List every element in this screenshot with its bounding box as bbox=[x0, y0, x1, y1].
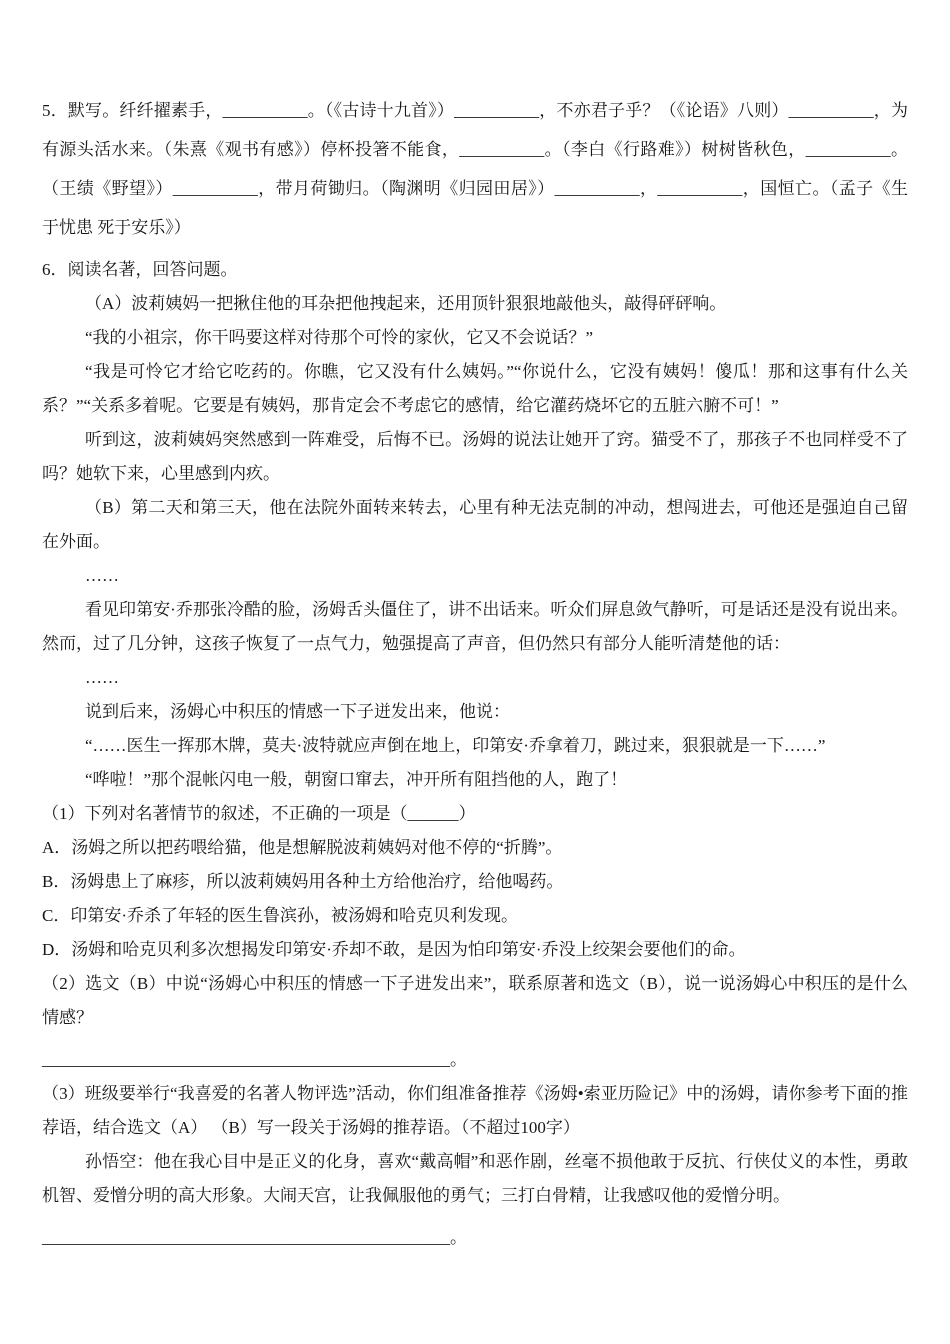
passage-paragraph: “我的小祖宗，你干吗要这样对待那个可怜的家伙，它又不会说话？” bbox=[85, 328, 594, 347]
sub-question-2: （2）选文（B）中说“汤姆心中积压的情感一下子进发出来”，联系原著和选文（B），说一说汤姆心中积压的是什么情感？ bbox=[42, 974, 908, 1027]
answer-blank-line: ________________________________________________。 bbox=[42, 1050, 467, 1069]
recommendation-example: 孙悟空：他在我心目中是正义的化身，喜欢“戴高帽”和恶作剧，丝毫不损他敢于反抗、行侠仗义的本性，勇敢机智、爱憎分明的高大形象。大闹天宫，让我佩服他的勇气；三打白骨精，让我感叹他的爱憎分明。 bbox=[42, 1152, 908, 1205]
sub-question-1: （1）下列对名著情节的叙述，不正确的一项是（______） bbox=[42, 804, 476, 823]
question-6-title: 6．阅读名著，回答问题。 bbox=[42, 260, 238, 279]
ellipsis-line: …… bbox=[85, 566, 119, 585]
passage-paragraph: 听到这，波莉姨妈突然感到一阵难受，后悔不已。汤姆的说法让她开了窍。猫受不了，那孩子不也同样受不了吗？她软下来，心里感到内疚。 bbox=[42, 430, 908, 483]
option-a: A．汤姆之所以把药喂给猫，他是想解脱波莉姨妈对他不停的“折腾”。 bbox=[42, 838, 563, 857]
passage-paragraph: 看见印第安·乔那张冷酷的脸，汤姆舌头僵住了，讲不出话来。听众们屏息敛气静听，可是话还是没有说出来。然而，过了几分钟，这孩子恢复了一点气力，勉强提高了声音，但仍然只有部分人能听清楚他的话： bbox=[42, 600, 908, 653]
answer-blank-line: ________________________________________________。 bbox=[42, 1228, 467, 1247]
passage-paragraph-b: （B）第二天和第三天，他在法院外面转来转去，心里有种无法克制的冲动，想闯进去，可他还是强迫自己留在外面。 bbox=[42, 498, 908, 551]
passage-paragraph: “哗啦！”那个混帐闪电一般，朝窗口窜去，冲开所有阻挡他的人，跑了！ bbox=[85, 770, 628, 789]
passage-paragraph-a: （A）波莉姨妈一把揪住他的耳杂把他拽起来，还用顶针狠狠地敲他头，敲得砰砰响。 bbox=[85, 294, 727, 313]
option-b: B．汤姆患上了麻疹，所以波莉姨妈用各种土方给他治疗，给他喝药。 bbox=[42, 872, 564, 891]
question-6 bbox=[42, 253, 908, 1255]
sub-question-3: （3）班级要举行“我喜爱的名著人物评选”活动，你们组准备推荐《汤姆•索亚历险记》中的汤姆，请你参考下面的推荐语，结合选文（A） （B）写一段关于汤姆的推荐语。（不超过100字） bbox=[42, 1084, 908, 1137]
passage-paragraph: “我是可怜它才给它吃药的。你瞧，它又没有什么姨妈。”“你说什么，它没有姨妈！傻瓜！那和这事有什么关系？”“关系多着呢。它要是有姨妈，那肯定会不考虑它的感情，给它灌药烧坏它的五脏六腑不可！” bbox=[42, 362, 908, 415]
ellipsis-line: …… bbox=[85, 668, 119, 687]
option-c: C．印第安·乔杀了年轻的医生鲁滨孙，被汤姆和哈克贝利发现。 bbox=[42, 906, 518, 925]
passage-paragraph: 说到后来，汤姆心中积压的情感一下子迸发出来，他说： bbox=[85, 702, 510, 721]
option-d: D．汤姆和哈克贝利多次想揭发印第安·乔却不敢，是因为怕印第安·乔没上绞架会要他们的命。 bbox=[42, 940, 746, 959]
question-5: 5．默写。纤纤擢素手，__________。（《古诗十九首》）__________，不亦君子乎？（《论语》八则）__________，为有源头活水来。（朱熹《观书有感》）停杯投箸不能食，__________。（李白《行路难》）树树皆秋色，__________。（王绩《野望》）__________，带月荷锄归。（陶渊明《归园田居》）__________，__________，国恒亡。（孟子《生于忧患 死于安乐》） bbox=[42, 101, 908, 237]
passage-paragraph: “……医生一挥那木牌，莫夫·波特就应声倒在地上，印第安·乔拿着刀，跳过来，狠狠就是一下……” bbox=[85, 736, 826, 755]
